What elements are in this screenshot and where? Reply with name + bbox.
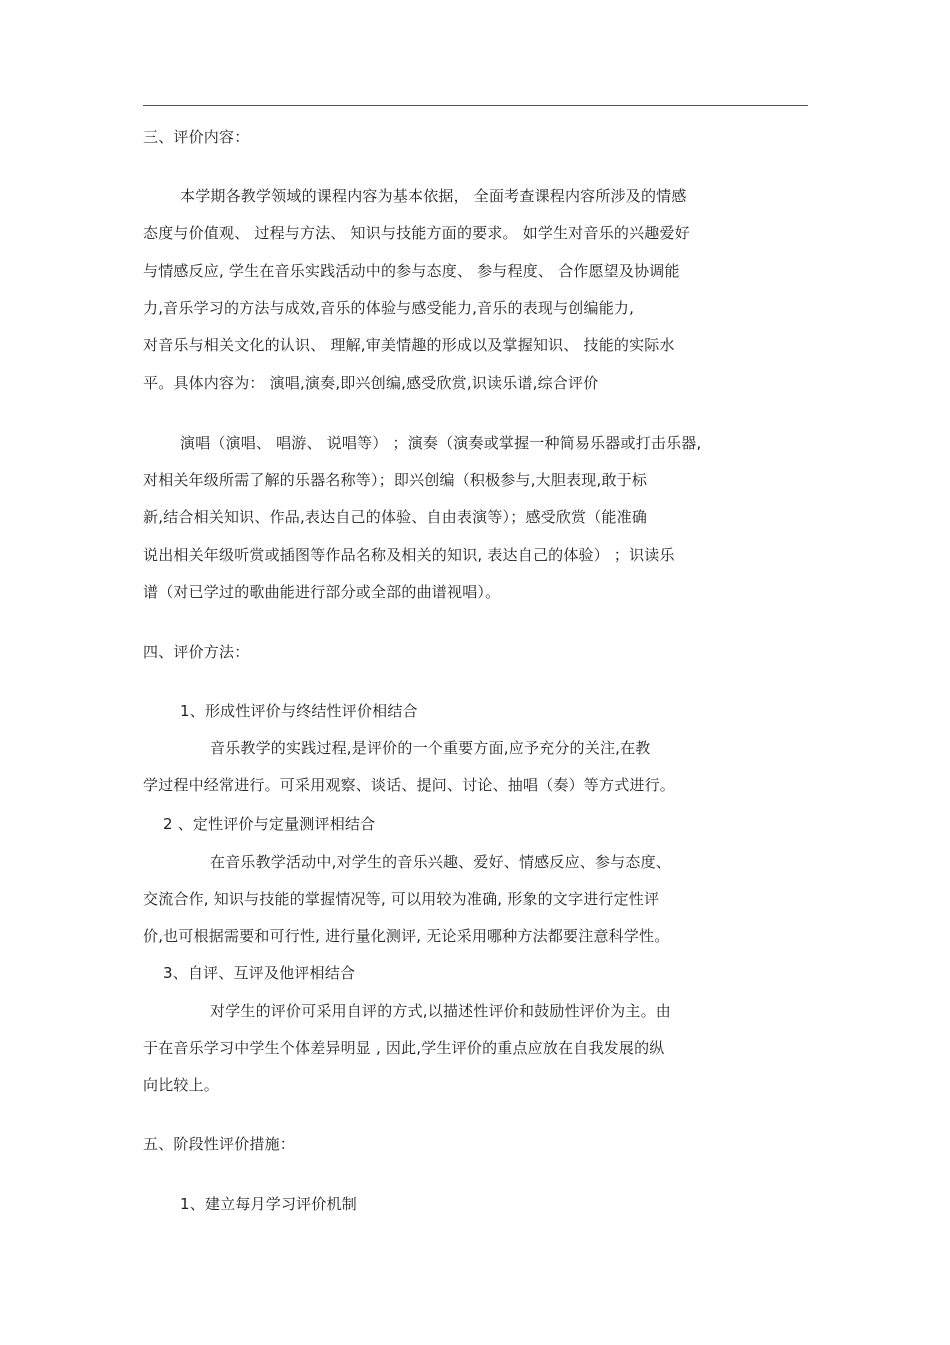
item-1-title: 1、形成性评价与终结性评价相结合 [180,702,418,720]
item-2-title: 2 、定性评价与定量测评相结合 [163,815,376,833]
paragraph-line: 交流合作, 知识与技能的掌握情况等, 可以用较为准确, 形象的文字进行定性评 [143,890,660,908]
header-rule [143,105,808,106]
paragraph-line: 力,音乐学习的方法与成效,音乐的体验与感受能力,音乐的表现与创编能力, [143,299,635,317]
paragraph-line: 说出相关年级听赏或插图等作品名称及相关的知识, 表达自己的体验） ；识读乐 [143,546,675,564]
paragraph-line: 音乐教学的实践过程,是评价的一个重要方面,应予充分的关注,在教 [210,739,651,757]
item-3-title: 3、自评、互评及他评相结合 [163,964,356,982]
section-3-heading: 三、评价内容： [143,128,250,146]
paragraph-line: 谱（对已学过的歌曲能进行部分或全部的曲谱视唱）。 [143,583,501,601]
paragraph-line: 演唱（演唱、 唱游、 说唱等） ；演奏（演奏或掌握一种简易乐器或打击乐器, [180,434,702,452]
paragraph-line: 于在音乐学习中学生个体差异明显 , 因此,学生评价的重点应放在自我发展的纵 [143,1039,665,1057]
paragraph-line: 与情感反应, 学生在音乐实践活动中的参与态度、 参与程度、 合作愿望及协调能 [143,262,680,280]
paragraph-line: 新,结合相关知识、作品,表达自己的体验、自由表演等）；感受欣赏（能准确 [143,508,648,526]
paragraph-line: 向比较上。 [143,1076,220,1094]
section-4-heading: 四、评价方法： [143,643,250,661]
paragraph-line: 平。具体内容为： 演唱,演奏,即兴创编,感受欣赏,识读乐谱,综合评价 [143,374,599,392]
section-5-item-1: 1、建立每月学习评价机制 [180,1195,357,1213]
paragraph-line: 在音乐教学活动中,对学生的音乐兴趣、爱好、情感反应、参与态度、 [210,853,671,871]
paragraph-line: 对学生的评价可采用自评的方式,以描述性评价和鼓励性评价为主。由 [210,1002,671,1020]
paragraph-line: 价,也可根据需要和可行性, 进行量化测评, 无论采用哪种方法都要注意科学性。 [143,927,670,945]
paragraph-line: 对相关年级所需了解的乐器名称等）；即兴创编（积极参与,大胆表现,敢于标 [143,471,648,489]
paragraph-line: 本学期各教学领域的课程内容为基本依据， 全面考查课程内容所涉及的情感 [180,187,687,205]
section-5-heading: 五、阶段性评价措施： [143,1135,296,1153]
paragraph-line: 对音乐与相关文化的认识、 理解,审美情趣的形成以及掌握知识、 技能的实际水 [143,336,675,354]
paragraph-line: 学过程中经常进行。可采用观察、谈话、提问、讨论、抽唱（奏）等方式进行。 [143,776,676,794]
paragraph-line: 态度与价值观、 过程与方法、 知识与技能方面的要求。 如学生对音乐的兴趣爱好 [143,224,690,242]
